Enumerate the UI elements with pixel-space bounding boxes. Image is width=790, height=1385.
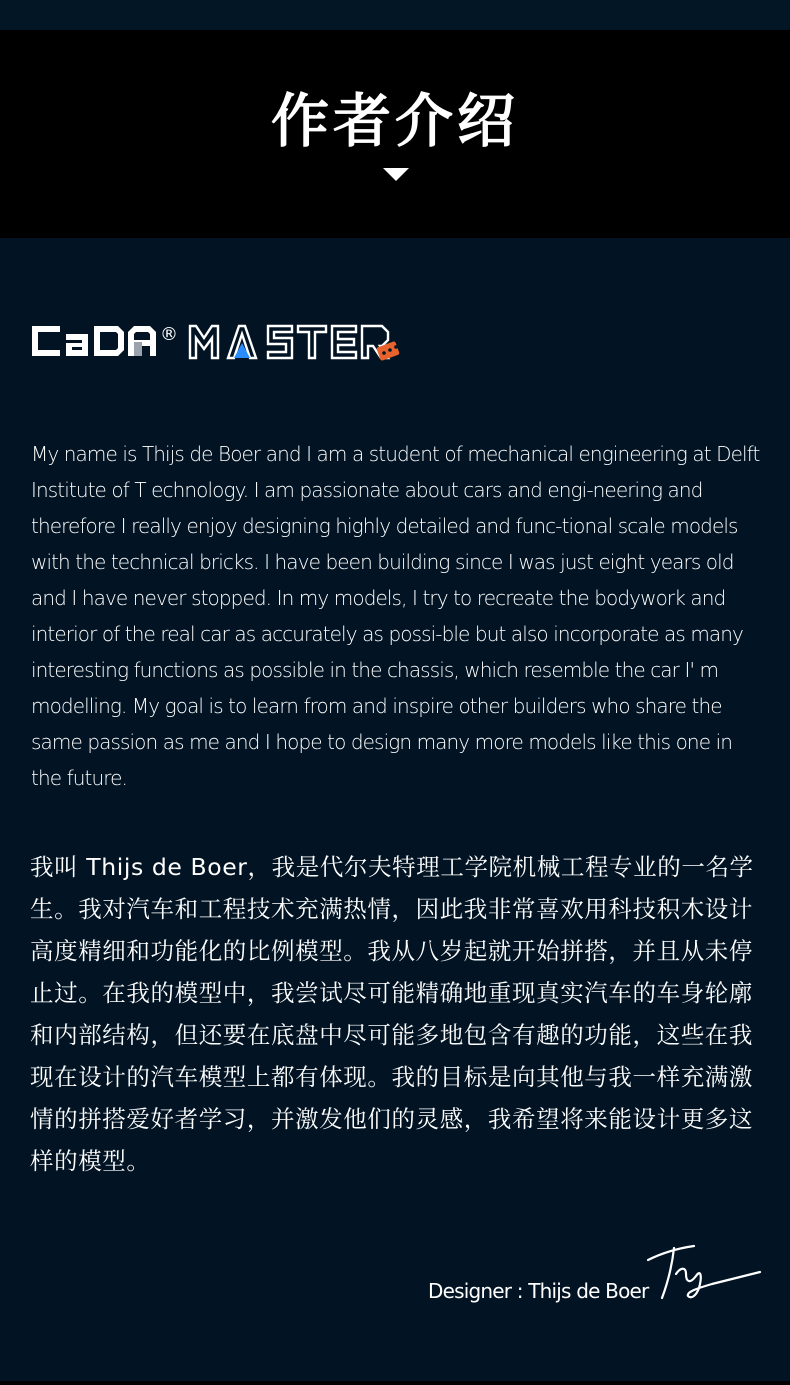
page-title: 作者介绍 (270, 87, 519, 155)
cada-master-logo-graphic (32, 318, 412, 366)
bio-chinese: 我叫 Thijs de Boer，我是代尔夫特理工学院机械工程专业的一名学生。我对汽车和工程技术充满热情，因此我非常喜欢用科技积木设计高度精细和功能化的比例模型。我从八岁起就开始拼搭，并且从未停止过。在我的模型中，我尝试尽可能精确地重现真实汽车的车身轮廓和内部结构，但还要在底盘中尽可能多地包含有趣的功能，这些在我现在设计的汽车模型上都有体现。我的目标是向其他与我一样充满激情的拼搭爱好者学习，并激发他们的灵感，我希望将来能设计更多这样的模型。 (30, 853, 754, 1175)
handwritten-signature (646, 1238, 766, 1308)
bottom-strip (0, 1381, 790, 1385)
down-arrow-icon (383, 168, 409, 181)
signature-row (428, 1268, 768, 1318)
cada-master-logo (32, 318, 412, 366)
top-strip (0, 0, 790, 30)
designer-label: Designer : Thijs de Boer (428, 1279, 649, 1303)
registered-mark: ® (160, 324, 178, 345)
bio-english: My name is Thijs de Boer and I am a student of mechanical engineering at Delft Institute of T echnology. I am passionate about cars and engi-neering and therefore I really enjoy designing highly detailed and func-tional scale models with the technical bricks. I have been building since I was just eight years old and I have never stopped. In my models, I try to recreate the bodywork and interior of the real car as accurately as possi-ble but also incorporate as many interesting functions as possible in the chassis, which resemble the car I' m modelling. My goal is to learn from and inspire other builders who share the same passion as me and I hope to design many more models like this one in the future. (31, 442, 760, 790)
